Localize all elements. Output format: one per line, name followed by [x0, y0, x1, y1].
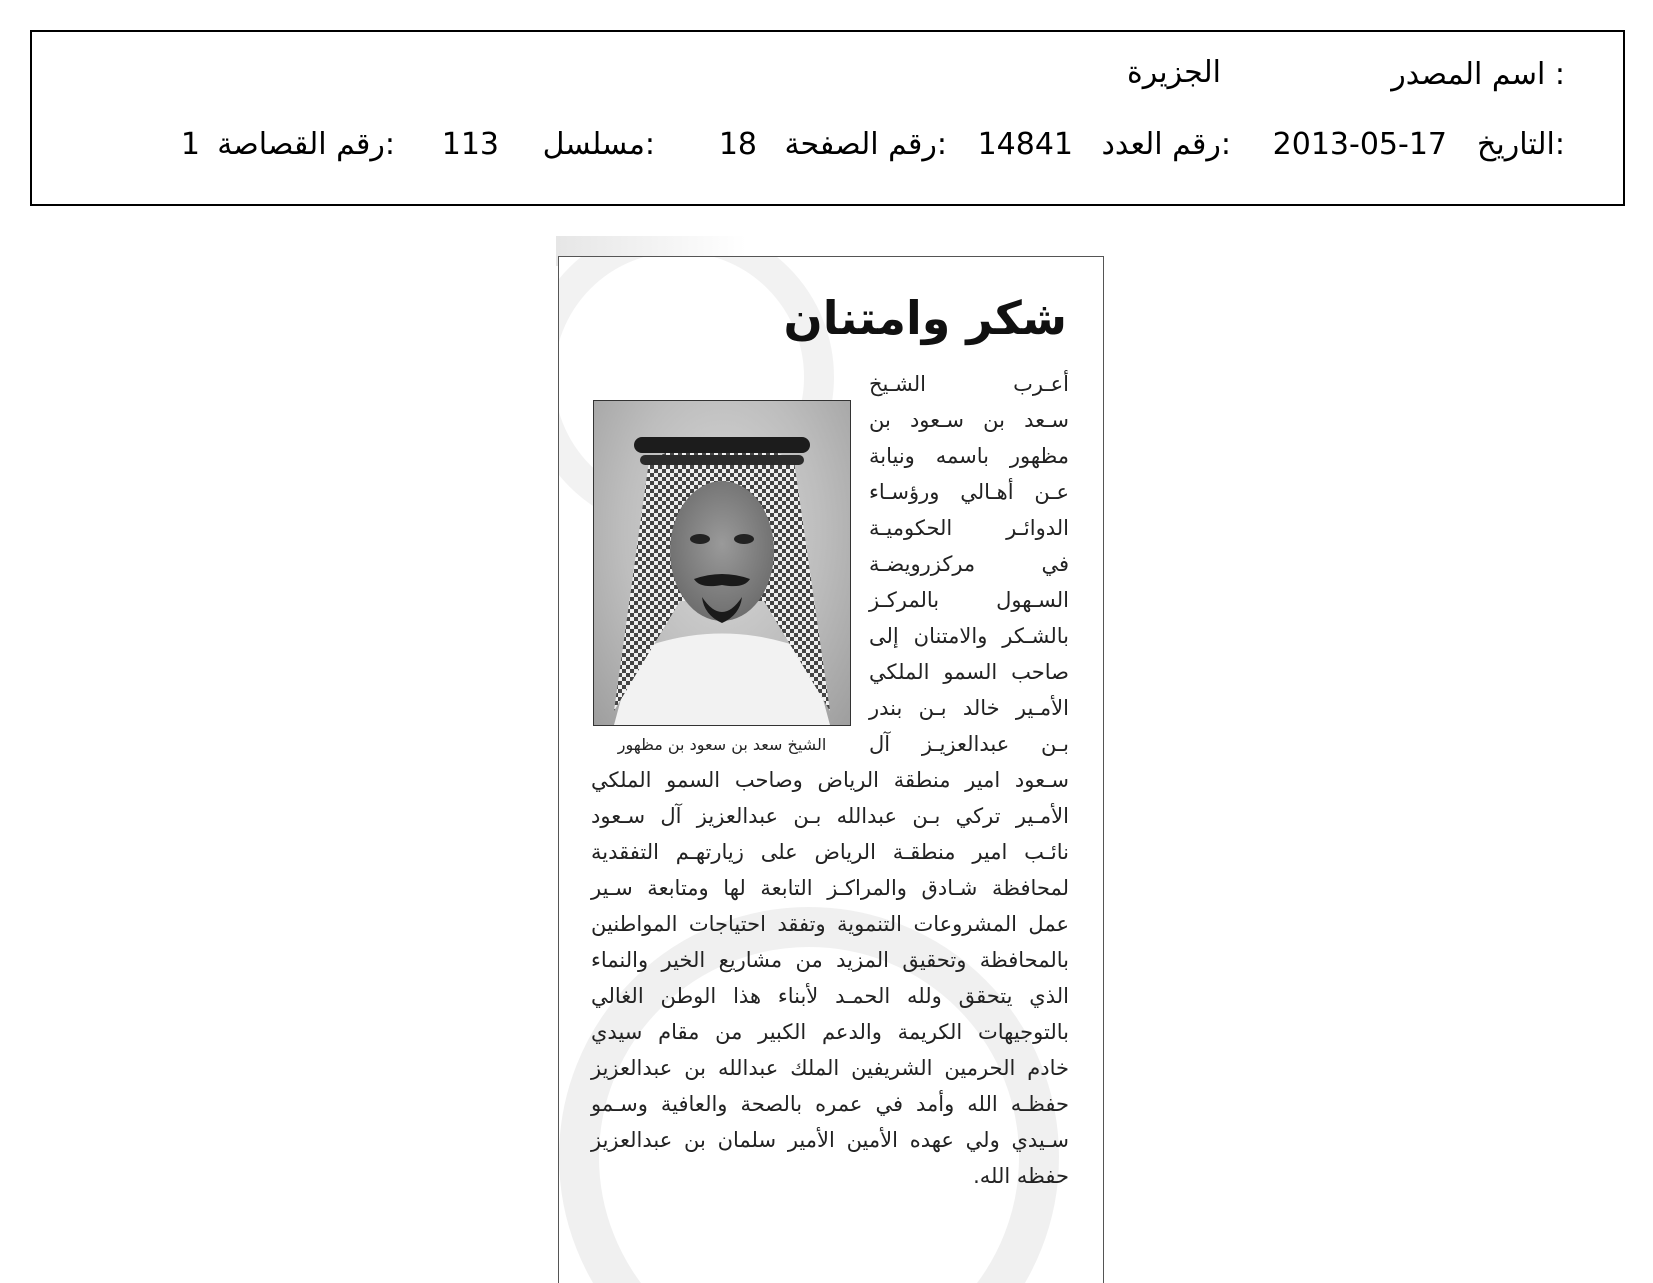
article-line: عمل المشروعات التنموية وتفقد احتياجات المواطنين [591, 912, 1069, 936]
serial-label: مسلسل: [542, 127, 655, 162]
issue-value: 14841 [977, 127, 1073, 162]
article-line: الدوائـر الحكوميـة [869, 516, 1069, 540]
article-line: الأمـير خالد بـن بندر [869, 696, 1069, 720]
date-value: 2013-05-17 [1272, 127, 1447, 162]
source-value: الجزيرة [1126, 55, 1221, 90]
portrait-photo [593, 400, 851, 726]
article-line: لمحافظة شـادق والمراكـز التابعة لها ومتابعة سـير [591, 876, 1069, 900]
article-line: مظهور باسمه ونيابة [869, 444, 1069, 468]
article-line: صاحب السمو الملكي [869, 660, 1069, 684]
portrait-image [594, 401, 850, 725]
article-line: الذي يتحقق ولله الحمـد لأبناء هذا الوطن الغالي [591, 984, 1069, 1008]
newspaper-clipping [558, 256, 1104, 1283]
article-line: في مركزرويضـة [869, 552, 1069, 576]
article-headline: شكر وامتنان [783, 291, 1067, 345]
serial-value: 113 [441, 127, 499, 162]
article-line: بالشـكر والامتنان إلى [869, 624, 1069, 648]
article-line: نائـب امير منطقـة الرياض على زيارتهـم التفقدية [591, 840, 1069, 864]
article-line: بـن عبدالعزيـز آل [869, 732, 1069, 756]
article-line: حفظـه الله وأمد في عمره بالصحة والعافية وسـمو [591, 1092, 1069, 1116]
article-line: الأمـير تركي بـن عبدالله بـن عبدالعزيز آل سـعود [591, 804, 1069, 828]
article-line: عـن أهـالي ورؤسـاء [869, 480, 1069, 504]
page-label: رقم الصفحة: [784, 127, 947, 162]
article-line: سـعود امير منطقة الرياض وصاحب السمو الملكي [591, 768, 1069, 792]
article-line: أعـرب الشـيخ [869, 372, 1069, 396]
article-line: بالمحافظة وتحقيق المزيد من مشاريع الخير والنماء [591, 948, 1069, 972]
article-line: سـعد بن سـعود بن [869, 408, 1069, 432]
clip-value: 1 [180, 127, 200, 162]
article-line: خادم الحرمين الشريفين الملك عبدالله بن عبدالعزيز [591, 1056, 1069, 1080]
article-line: حفظه الله. [973, 1164, 1069, 1188]
source-label: اسم المصدر : [1391, 57, 1565, 92]
clip-label: رقم القصاصة: [217, 127, 395, 162]
metadata-box [30, 30, 1625, 206]
issue-label: رقم العدد: [1101, 127, 1231, 162]
date-label: التاريخ: [1477, 127, 1565, 162]
page-value: 18 [718, 127, 757, 162]
article-line: السـهول بالمركـز [869, 588, 1069, 612]
photo-caption: الشيخ سعد بن سعود بن مظهور [617, 735, 827, 754]
article-line: سـيدي ولي عهده الأمين الأمير سلمان بن عبدالعزيز [591, 1128, 1069, 1152]
article-line: بالتوجيهات الكريمة والدعم الكبير من مقام سيدي [591, 1020, 1069, 1044]
